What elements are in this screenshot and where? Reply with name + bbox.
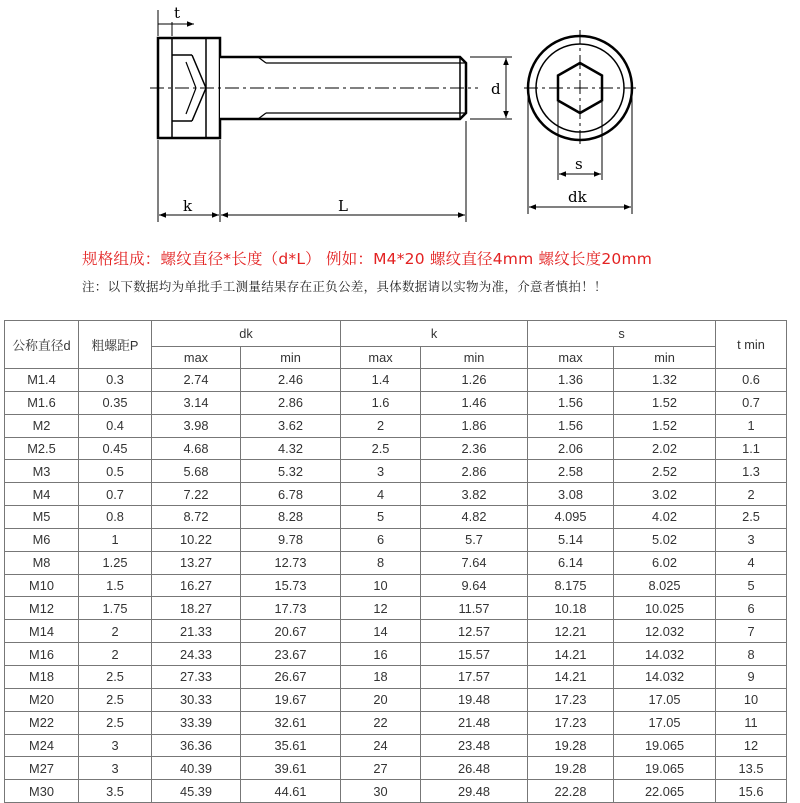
table-row xyxy=(5,597,787,620)
cell-dk-min: 6.78 xyxy=(241,483,341,506)
cell-dk-max: 5.68 xyxy=(152,460,241,483)
cell-t-min: 12 xyxy=(716,734,787,757)
cell-k-max: 18 xyxy=(341,665,421,688)
header-k-max: max xyxy=(341,347,421,369)
cell-s-min: 3.02 xyxy=(614,483,716,506)
cell-s-max: 19.28 xyxy=(528,757,614,780)
measurement-note-text: 注：以下数据均为单批手工测量结果存在正负公差，具体数据请以实物为准，介意者慎拍！！ xyxy=(82,279,607,294)
table-row xyxy=(5,757,787,780)
cell-s-min: 6.02 xyxy=(614,551,716,574)
dk-label: dk xyxy=(568,188,587,206)
cell-pitch: 2 xyxy=(79,643,152,666)
cell-k-min: 19.48 xyxy=(421,688,528,711)
cell-nominal-diameter: M6 xyxy=(5,528,79,551)
cell-k-max: 16 xyxy=(341,643,421,666)
cell-dk-max: 8.72 xyxy=(152,506,241,529)
cell-dk-max: 2.74 xyxy=(152,369,241,392)
table-row xyxy=(5,620,787,643)
cell-dk-min: 12.73 xyxy=(241,551,341,574)
cell-s-min: 19.065 xyxy=(614,757,716,780)
cell-t-min: 0.6 xyxy=(716,369,787,392)
spec-composition-text: 规格组成：螺纹直径*长度（d*L） 例如：M4*20 螺纹直径4mm 螺纹长度20mm xyxy=(82,250,653,268)
cell-k-max: 14 xyxy=(341,620,421,643)
cell-t-min: 0.7 xyxy=(716,391,787,414)
cell-s-min: 19.065 xyxy=(614,734,716,757)
cell-dk-min: 44.61 xyxy=(241,780,341,803)
cell-t-min: 1.1 xyxy=(716,437,787,460)
cell-s-min: 1.52 xyxy=(614,414,716,437)
cell-k-min: 2.36 xyxy=(421,437,528,460)
header-dk: dk xyxy=(152,321,341,347)
cell-s-max: 1.56 xyxy=(528,391,614,414)
cell-nominal-diameter: M30 xyxy=(5,780,79,803)
cell-dk-max: 13.27 xyxy=(152,551,241,574)
cell-dk-max: 45.39 xyxy=(152,780,241,803)
cell-k-min: 29.48 xyxy=(421,780,528,803)
cell-t-min: 4 xyxy=(716,551,787,574)
cell-pitch: 0.3 xyxy=(79,369,152,392)
t-label: t xyxy=(174,4,181,22)
d-label: d xyxy=(491,80,501,98)
cell-k-max: 5 xyxy=(341,506,421,529)
table-row xyxy=(5,369,787,392)
cell-k-min: 1.26 xyxy=(421,369,528,392)
cell-nominal-diameter: M27 xyxy=(5,757,79,780)
cell-t-min: 3 xyxy=(716,528,787,551)
header-s-max: max xyxy=(528,347,614,369)
cell-k-min: 2.86 xyxy=(421,460,528,483)
cell-dk-min: 9.78 xyxy=(241,528,341,551)
cell-nominal-diameter: M3 xyxy=(5,460,79,483)
cell-t-min: 5 xyxy=(716,574,787,597)
cell-pitch: 0.5 xyxy=(79,460,152,483)
cell-dk-min: 32.61 xyxy=(241,711,341,734)
cell-s-max: 3.08 xyxy=(528,483,614,506)
cell-t-min: 6 xyxy=(716,597,787,620)
cell-t-min: 10 xyxy=(716,688,787,711)
header-dk-min: min xyxy=(241,347,341,369)
cell-nominal-diameter: M8 xyxy=(5,551,79,574)
cell-s-max: 19.28 xyxy=(528,734,614,757)
cell-s-max: 5.14 xyxy=(528,528,614,551)
cell-pitch: 0.45 xyxy=(79,437,152,460)
table-row xyxy=(5,734,787,757)
table-row xyxy=(5,506,787,529)
cell-k-min: 23.48 xyxy=(421,734,528,757)
cell-k-max: 24 xyxy=(341,734,421,757)
cell-s-min: 2.02 xyxy=(614,437,716,460)
cell-dk-min: 39.61 xyxy=(241,757,341,780)
cell-t-min: 2 xyxy=(716,483,787,506)
cell-pitch: 2.5 xyxy=(79,711,152,734)
cell-pitch: 3 xyxy=(79,757,152,780)
table-row xyxy=(5,711,787,734)
cell-nominal-diameter: M20 xyxy=(5,688,79,711)
header-nominal-diameter: 公称直径d xyxy=(5,321,79,369)
table-row xyxy=(5,780,787,803)
cell-dk-max: 3.14 xyxy=(152,391,241,414)
cell-dk-max: 40.39 xyxy=(152,757,241,780)
table-row xyxy=(5,391,787,414)
cell-s-min: 1.52 xyxy=(614,391,716,414)
cell-pitch: 1.75 xyxy=(79,597,152,620)
cell-k-max: 12 xyxy=(341,597,421,620)
cell-pitch: 1.5 xyxy=(79,574,152,597)
cell-s-min: 5.02 xyxy=(614,528,716,551)
cell-dk-min: 3.62 xyxy=(241,414,341,437)
cell-k-max: 10 xyxy=(341,574,421,597)
table-row xyxy=(5,643,787,666)
cell-nominal-diameter: M16 xyxy=(5,643,79,666)
header-s: s xyxy=(528,321,716,347)
screw-diagram-svg xyxy=(0,0,800,230)
cell-nominal-diameter: M18 xyxy=(5,665,79,688)
cell-nominal-diameter: M24 xyxy=(5,734,79,757)
cell-s-min: 1.32 xyxy=(614,369,716,392)
cell-dk-max: 3.98 xyxy=(152,414,241,437)
cell-dk-max: 27.33 xyxy=(152,665,241,688)
cell-k-min: 17.57 xyxy=(421,665,528,688)
s-label: s xyxy=(575,155,583,173)
cell-dk-max: 18.27 xyxy=(152,597,241,620)
cell-dk-min: 4.32 xyxy=(241,437,341,460)
table-row xyxy=(5,437,787,460)
cell-pitch: 0.35 xyxy=(79,391,152,414)
cell-s-min: 22.065 xyxy=(614,780,716,803)
cell-dk-min: 15.73 xyxy=(241,574,341,597)
cell-dk-max: 7.22 xyxy=(152,483,241,506)
cell-s-min: 17.05 xyxy=(614,711,716,734)
cell-s-min: 14.032 xyxy=(614,665,716,688)
cell-s-min: 2.52 xyxy=(614,460,716,483)
cell-pitch: 0.4 xyxy=(79,414,152,437)
table-row xyxy=(5,665,787,688)
cell-dk-max: 24.33 xyxy=(152,643,241,666)
cell-t-min: 7 xyxy=(716,620,787,643)
cell-dk-min: 19.67 xyxy=(241,688,341,711)
cell-k-max: 2 xyxy=(341,414,421,437)
cell-k-min: 11.57 xyxy=(421,597,528,620)
cell-k-min: 21.48 xyxy=(421,711,528,734)
screw-spec-table xyxy=(4,320,787,803)
cell-s-max: 6.14 xyxy=(528,551,614,574)
cell-pitch: 0.7 xyxy=(79,483,152,506)
header-k: k xyxy=(341,321,528,347)
cell-s-max: 14.21 xyxy=(528,665,614,688)
cell-nominal-diameter: M2.5 xyxy=(5,437,79,460)
cell-dk-min: 23.67 xyxy=(241,643,341,666)
cell-k-max: 6 xyxy=(341,528,421,551)
cell-s-max: 1.36 xyxy=(528,369,614,392)
cell-nominal-diameter: M5 xyxy=(5,506,79,529)
cell-s-max: 12.21 xyxy=(528,620,614,643)
cell-s-max: 17.23 xyxy=(528,688,614,711)
cell-k-max: 4 xyxy=(341,483,421,506)
cell-s-max: 4.095 xyxy=(528,506,614,529)
cell-dk-max: 4.68 xyxy=(152,437,241,460)
cell-s-max: 1.56 xyxy=(528,414,614,437)
cell-t-min: 11 xyxy=(716,711,787,734)
cell-dk-max: 21.33 xyxy=(152,620,241,643)
cell-nominal-diameter: M12 xyxy=(5,597,79,620)
header-t-min: t min xyxy=(716,321,787,369)
cell-pitch: 2.5 xyxy=(79,665,152,688)
cell-dk-max: 36.36 xyxy=(152,734,241,757)
cell-dk-min: 26.67 xyxy=(241,665,341,688)
cell-nominal-diameter: M14 xyxy=(5,620,79,643)
cell-t-min: 9 xyxy=(716,665,787,688)
cell-k-max: 1.4 xyxy=(341,369,421,392)
cell-k-min: 12.57 xyxy=(421,620,528,643)
cell-t-min: 13.5 xyxy=(716,757,787,780)
cell-dk-max: 16.27 xyxy=(152,574,241,597)
cell-k-max: 1.6 xyxy=(341,391,421,414)
cell-pitch: 1 xyxy=(79,528,152,551)
screw-head-end-view xyxy=(524,30,636,146)
cell-nominal-diameter: M4 xyxy=(5,483,79,506)
cell-pitch: 1.25 xyxy=(79,551,152,574)
table-row xyxy=(5,460,787,483)
cell-dk-min: 2.86 xyxy=(241,391,341,414)
cell-pitch: 2.5 xyxy=(79,688,152,711)
cell-dk-max: 33.39 xyxy=(152,711,241,734)
table-body xyxy=(5,369,787,803)
cell-k-min: 1.46 xyxy=(421,391,528,414)
cell-s-max: 17.23 xyxy=(528,711,614,734)
cell-k-max: 30 xyxy=(341,780,421,803)
table-row xyxy=(5,483,787,506)
table-header-row xyxy=(5,321,787,347)
cell-dk-min: 35.61 xyxy=(241,734,341,757)
cell-t-min: 2.5 xyxy=(716,506,787,529)
cell-dk-min: 17.73 xyxy=(241,597,341,620)
cell-dk-min: 8.28 xyxy=(241,506,341,529)
cell-s-max: 8.175 xyxy=(528,574,614,597)
table-row xyxy=(5,551,787,574)
cell-nominal-diameter: M2 xyxy=(5,414,79,437)
cell-s-max: 14.21 xyxy=(528,643,614,666)
cell-s-min: 4.02 xyxy=(614,506,716,529)
header-k-min: min xyxy=(421,347,528,369)
cell-t-min: 8 xyxy=(716,643,787,666)
cell-k-max: 2.5 xyxy=(341,437,421,460)
cell-pitch: 3.5 xyxy=(79,780,152,803)
cell-s-max: 2.58 xyxy=(528,460,614,483)
cell-pitch: 2 xyxy=(79,620,152,643)
cell-dk-max: 30.33 xyxy=(152,688,241,711)
cell-s-min: 17.05 xyxy=(614,688,716,711)
cell-nominal-diameter: M1.4 xyxy=(5,369,79,392)
cell-k-max: 20 xyxy=(341,688,421,711)
cell-s-max: 22.28 xyxy=(528,780,614,803)
cell-k-min: 7.64 xyxy=(421,551,528,574)
cell-k-min: 3.82 xyxy=(421,483,528,506)
table-row xyxy=(5,528,787,551)
cell-k-min: 5.7 xyxy=(421,528,528,551)
dimension-t xyxy=(158,4,194,36)
cell-dk-max: 10.22 xyxy=(152,528,241,551)
cell-s-max: 10.18 xyxy=(528,597,614,620)
cell-t-min: 1 xyxy=(716,414,787,437)
cell-s-min: 12.032 xyxy=(614,620,716,643)
cell-dk-min: 5.32 xyxy=(241,460,341,483)
k-label: k xyxy=(183,197,193,215)
cell-k-min: 1.86 xyxy=(421,414,528,437)
cell-dk-min: 2.46 xyxy=(241,369,341,392)
cell-nominal-diameter: M1.6 xyxy=(5,391,79,414)
cell-k-max: 22 xyxy=(341,711,421,734)
cell-s-min: 8.025 xyxy=(614,574,716,597)
screw-technical-drawing xyxy=(0,0,800,230)
cell-pitch: 0.8 xyxy=(79,506,152,529)
cell-s-max: 2.06 xyxy=(528,437,614,460)
table-row xyxy=(5,414,787,437)
table-row xyxy=(5,688,787,711)
header-dk-max: max xyxy=(152,347,241,369)
header-coarse-pitch: 粗螺距P xyxy=(79,321,152,369)
cell-s-min: 14.032 xyxy=(614,643,716,666)
cell-k-max: 3 xyxy=(341,460,421,483)
cell-s-min: 10.025 xyxy=(614,597,716,620)
L-label: L xyxy=(338,197,348,215)
cell-nominal-diameter: M10 xyxy=(5,574,79,597)
cell-k-min: 15.57 xyxy=(421,643,528,666)
cell-dk-min: 20.67 xyxy=(241,620,341,643)
cell-k-max: 27 xyxy=(341,757,421,780)
cell-pitch: 3 xyxy=(79,734,152,757)
cell-t-min: 15.6 xyxy=(716,780,787,803)
cell-t-min: 1.3 xyxy=(716,460,787,483)
cell-nominal-diameter: M22 xyxy=(5,711,79,734)
cell-k-min: 4.82 xyxy=(421,506,528,529)
cell-k-min: 26.48 xyxy=(421,757,528,780)
header-s-min: min xyxy=(614,347,716,369)
cell-k-max: 8 xyxy=(341,551,421,574)
cell-k-min: 9.64 xyxy=(421,574,528,597)
table-row xyxy=(5,574,787,597)
